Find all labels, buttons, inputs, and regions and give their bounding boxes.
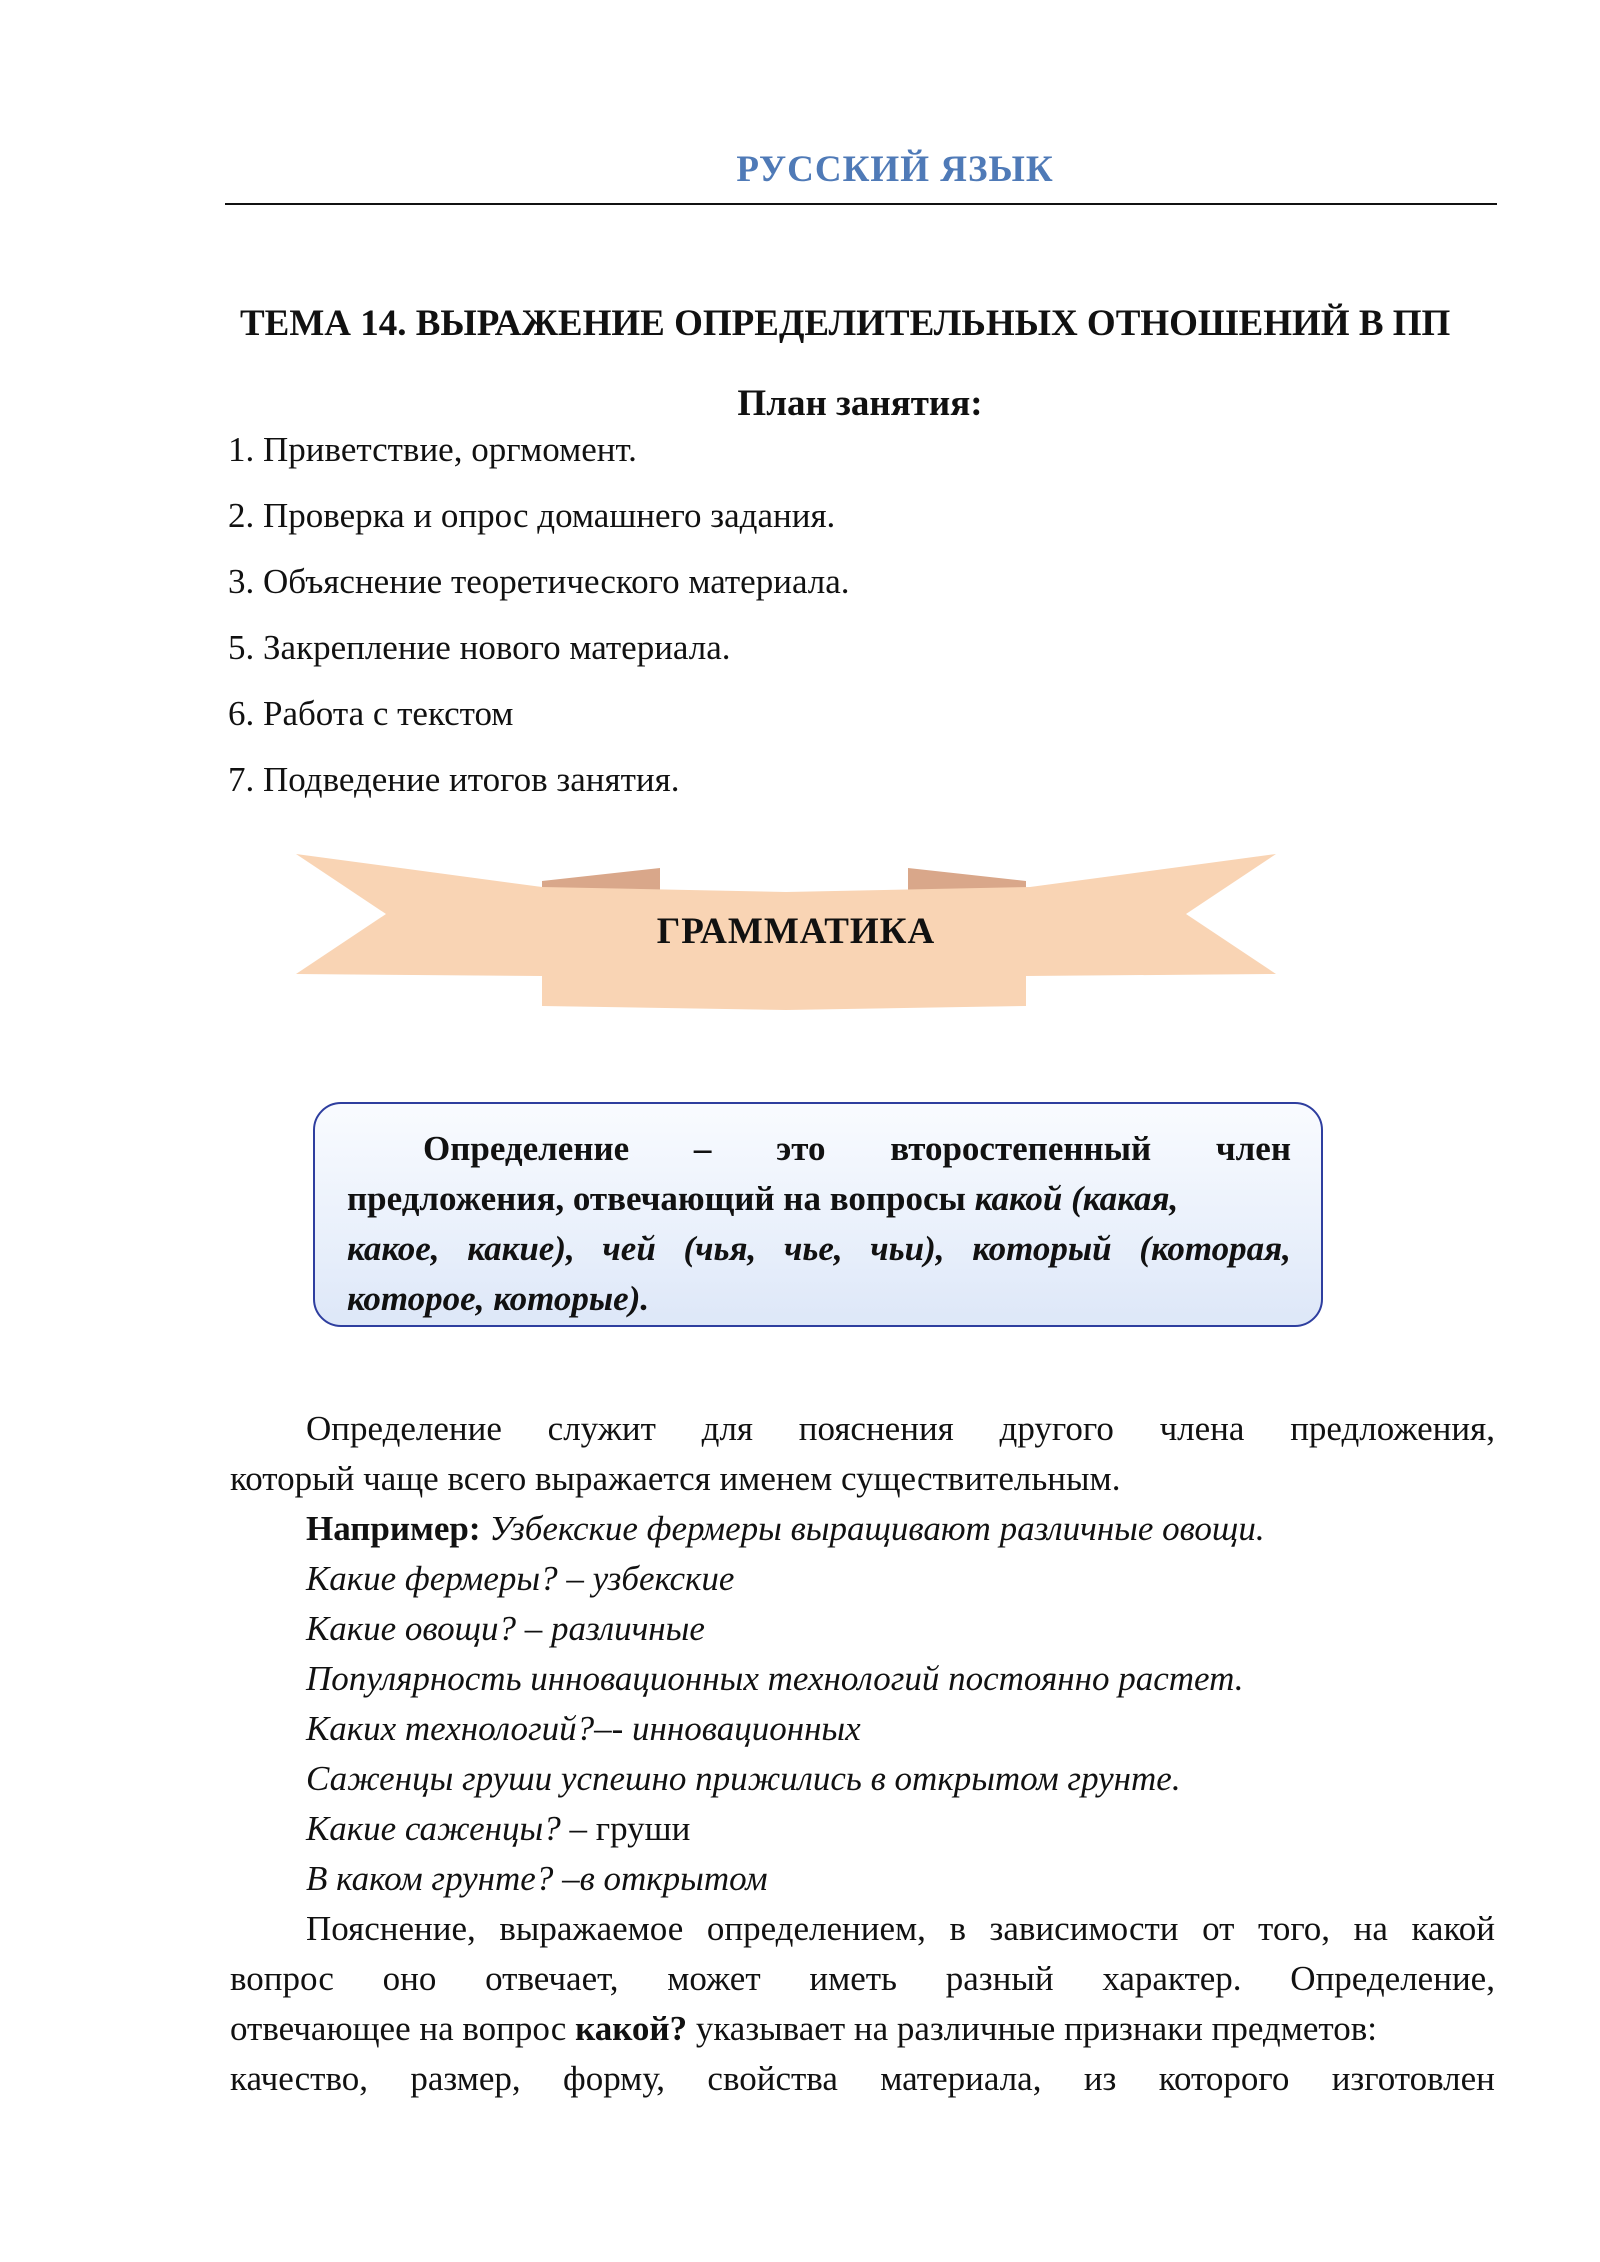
definition-text xyxy=(347,1124,1291,1324)
ribbon-left-fold xyxy=(542,868,660,890)
example-line: Например: Узбекские фермеры выращивают различные овощи. xyxy=(306,1509,1265,1548)
plan-item: 7. Подведение итогов занятия. xyxy=(228,760,680,799)
example-line: Какие фермеры? – узбекские xyxy=(306,1559,735,1598)
plan-item: 6. Работа с текстом xyxy=(228,694,514,733)
definition-line: какое, какие), чей (чья, чье, чьи), который (которая, xyxy=(347,1229,1291,1268)
example-line: Каких технологий?–- инновационных xyxy=(306,1709,861,1748)
plan-item: 5. Закрепление нового материала. xyxy=(228,628,731,667)
subject-header: РУССКИЙ ЯЗЫК xyxy=(736,149,1054,190)
plan-title: План занятия: xyxy=(737,383,983,424)
plan-item: 1. Приветствие, оргмомент. xyxy=(228,430,637,469)
plan-item: 3. Объяснение теоретического материала. xyxy=(228,562,850,601)
paragraph-line: отвечающее на вопрос какой? указывает на различные признаки предметов: xyxy=(230,2009,1377,2048)
paragraph-line: который чаще всего выражается именем существительным. xyxy=(230,1459,1121,1498)
paragraph-line: Пояснение, выражаемое определением, в зависимости от того, на какой xyxy=(306,1909,1495,1948)
topic-title: ТЕМА 14. ВЫРАЖЕНИЕ ОПРЕДЕЛИТЕЛЬНЫХ ОТНОШЕНИЙ В ПП xyxy=(240,303,1451,344)
example-line: В каком грунте? –в открытом xyxy=(306,1859,768,1898)
example-line: Саженцы груши успешно прижились в открытом грунте. xyxy=(306,1759,1181,1798)
definition-box xyxy=(313,1102,1323,1327)
definition-line: предложения, отвечающий на вопросы какой (какая, xyxy=(347,1179,1179,1218)
paragraph-line: вопрос оно отвечает, может иметь разный характер. Определение, xyxy=(230,1959,1495,1998)
example-line: Популярность инновационных технологий постоянно растет. xyxy=(306,1659,1244,1698)
plan-list xyxy=(228,428,850,824)
ribbon-right-fold xyxy=(908,868,1026,890)
header-divider xyxy=(225,203,1497,205)
definition-line: Определение – это второстепенный член xyxy=(423,1129,1291,1168)
definition-line: которое, которые). xyxy=(347,1279,650,1318)
banner-label: ГРАММАТИКА xyxy=(656,911,936,952)
plan-item: 2. Проверка и опрос домашнего задания. xyxy=(228,496,836,535)
example-line: Какие овощи? – различные xyxy=(306,1609,705,1648)
paragraph-line: качество, размер, форму, свойства материала, из которого изготовлен xyxy=(230,2059,1495,2098)
example-line: Какие саженцы? – груши xyxy=(306,1809,691,1848)
body-text xyxy=(230,1404,1495,2104)
paragraph-line: Определение служит для пояснения другого члена предложения, xyxy=(306,1409,1495,1448)
